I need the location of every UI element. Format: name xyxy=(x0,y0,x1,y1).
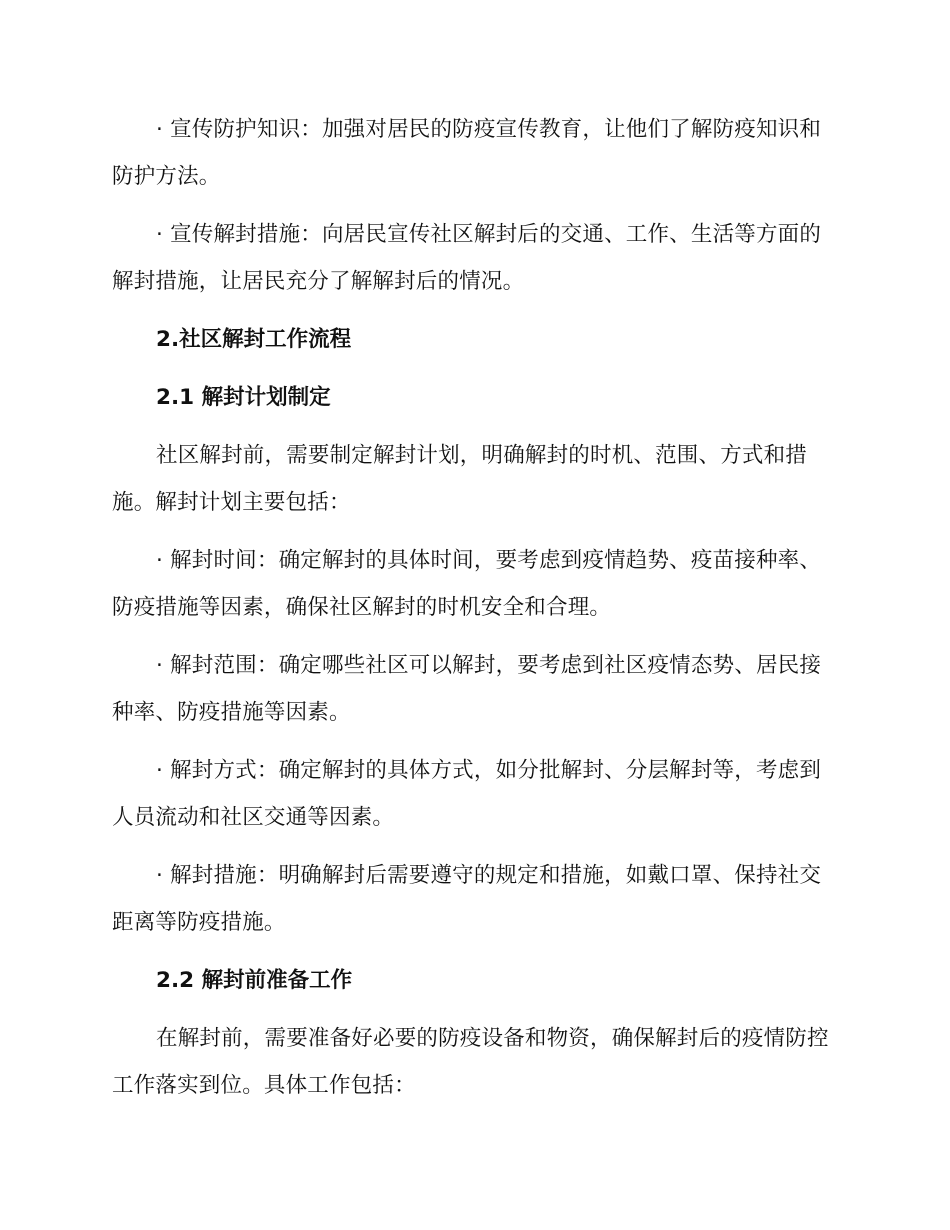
bullet-paragraph-publicize-protection: · 宣传防护知识：加强对居民的防疫宣传教育，让他们了解防疫知识和防护方法。 xyxy=(112,117,822,189)
subsection-heading-plan: 2.1 解封计划制定 xyxy=(156,385,331,410)
subsection-heading-preparation: 2.2 解封前准备工作 xyxy=(156,968,353,993)
bullet-paragraph-scope: · 解封范围：确定哪些社区可以解封，要考虑到社区疫情态势、居民接种率、防疫措施等因素。 xyxy=(112,653,822,725)
section-heading-workflow: 2.社区解封工作流程 xyxy=(156,327,352,352)
paragraph-preparation-intro: 在解封前，需要准备好必要的防疫设备和物资，确保解封后的疫情防控工作落实到位。具体工作包括： xyxy=(112,1026,829,1098)
bullet-paragraph-time: · 解封时间：确定解封的具体时间，要考虑到疫情趋势、疫苗接种率、防疫措施等因素，确保社区解封的时机安全和合理。 xyxy=(112,548,822,620)
bullet-paragraph-publicize-measures: · 宣传解封措施：向居民宣传社区解封后的交通、工作、生活等方面的解封措施，让居民充分了解解封后的情况。 xyxy=(112,222,822,294)
bullet-paragraph-measures: · 解封措施：明确解封后需要遵守的规定和措施，如戴口罩、保持社交距离等防疫措施。 xyxy=(112,863,822,935)
document-page xyxy=(112,106,830,1120)
bullet-paragraph-method: · 解封方式：确定解封的具体方式，如分批解封、分层解封等，考虑到人员流动和社区交通等因素。 xyxy=(112,758,822,830)
paragraph-plan-intro: 社区解封前，需要制定解封计划，明确解封的时机、范围、方式和措施。解封计划主要包括： xyxy=(112,443,808,515)
